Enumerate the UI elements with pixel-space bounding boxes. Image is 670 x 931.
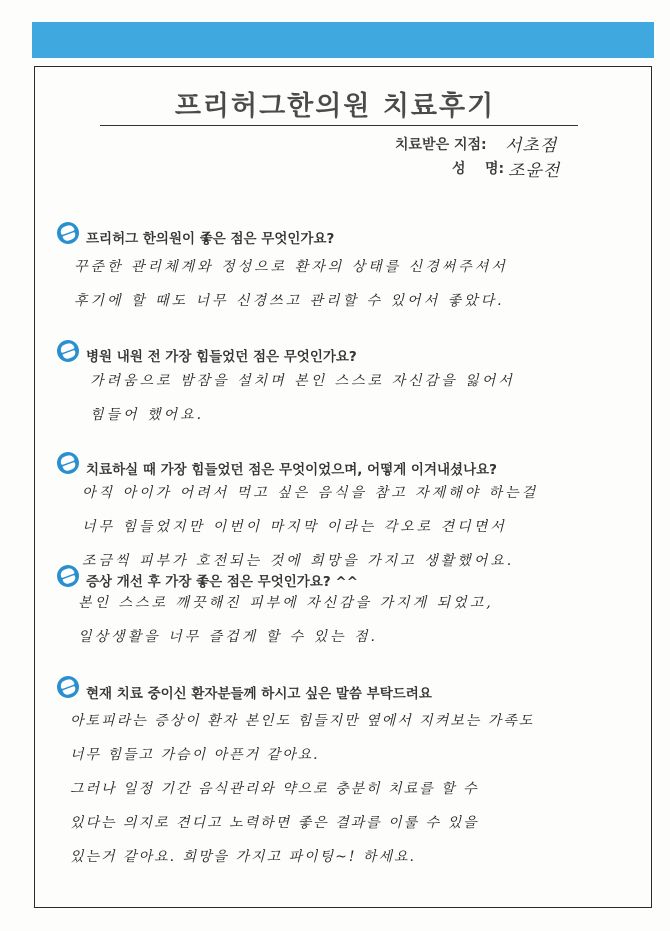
name-label: 성 명: xyxy=(452,161,505,177)
branch-value: 서초점 xyxy=(505,136,558,156)
question-2: 병원 내원 전 가장 힘들었던 점은 무엇인가요? xyxy=(86,349,357,365)
answer-line: 일상생활을 너무 즐겁게 할 수 있는 점. xyxy=(78,629,379,645)
answer-5 xyxy=(70,704,534,874)
answer-4 xyxy=(78,586,494,654)
answer-line: 아토피라는 증상이 환자 본인도 힘들지만 옆에서 지켜보는 가족도 xyxy=(70,713,535,729)
answer-line: 너무 힘들고 가슴이 아픈거 같아요. xyxy=(70,747,320,763)
answer-1 xyxy=(74,250,508,318)
answer-line: 조금씩 피부가 호전되는 것에 희망을 가지고 생활했어요. xyxy=(82,553,515,569)
question-bullet-icon xyxy=(57,676,79,698)
question-5: 현재 치료 중이신 환자분들께 하시고 싶은 말씀 부탁드려요 xyxy=(86,686,432,702)
answer-line: 후기에 할 때도 너무 신경쓰고 관리할 수 있어서 좋았다. xyxy=(74,293,505,309)
name-value: 조윤전 xyxy=(508,161,561,181)
answer-line: 너무 힘들었지만 이번이 마지막 이라는 각오로 견디면서 xyxy=(82,519,507,535)
document-title: 프리허그한의원 치료후기 xyxy=(174,91,496,122)
question-4: 증상 개선 후 가장 좋은 점은 무엇인가요? ^^ xyxy=(86,574,359,590)
title-divider xyxy=(100,125,578,126)
top-color-band xyxy=(32,22,654,58)
answer-line: 힘들어 했어요. xyxy=(90,407,205,423)
answer-line: 꾸준한 관리체계와 정성으로 환자의 상태를 신경써주셔서 xyxy=(74,259,508,275)
answer-line: 가려움으로 밤잠을 설치며 본인 스스로 자신감을 잃어서 xyxy=(90,373,515,389)
question-bullet-icon xyxy=(57,340,79,362)
answer-2 xyxy=(90,364,515,432)
question-1: 프리허그 한의원이 좋은 점은 무엇인가요? xyxy=(86,231,335,247)
question-bullet-icon xyxy=(57,565,79,587)
answer-line: 본인 스스로 깨끗해진 피부에 자신감을 가지게 되었고, xyxy=(78,595,494,611)
answer-3 xyxy=(82,476,538,578)
answer-line: 있는거 같아요. 희망을 가지고 파이팅~! 하세요. xyxy=(70,849,416,865)
branch-label: 치료받은 지점: xyxy=(395,137,487,153)
answer-line: 아직 아이가 어려서 먹고 싶은 음식을 참고 자제해야 하는걸 xyxy=(82,485,539,501)
answer-line: 그러나 일정 기간 음식관리와 약으로 충분히 치료를 할 수 xyxy=(70,781,479,797)
answer-line: 있다는 의지로 견디고 노력하면 좋은 결과를 이룰 수 있을 xyxy=(70,815,479,831)
question-bullet-icon xyxy=(57,222,79,244)
question-3: 치료하실 때 가장 힘들었던 점은 무엇이었으며, 어떻게 이겨내셨나요? xyxy=(86,462,498,478)
question-bullet-icon xyxy=(57,452,79,474)
